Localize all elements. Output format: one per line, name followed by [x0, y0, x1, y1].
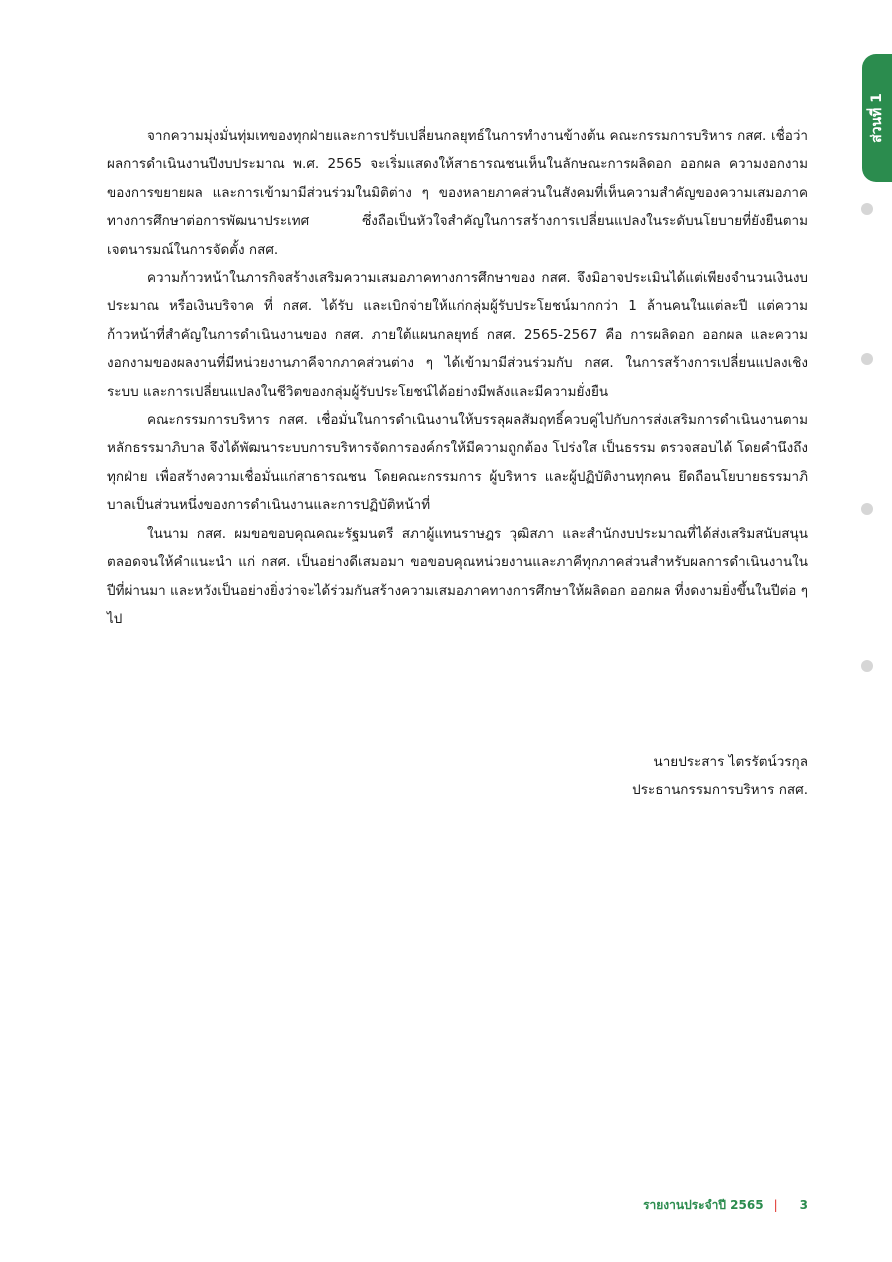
paragraph: ในนาม กสศ. ผมขอขอบคุณคณะรัฐมนตรี สภาผู้แทนราษฎร วุฒิสภา และสำนักงบประมาณที่ได้ส่งเสริมสนับสนุน ตลอดจนให้คำแนะนำ แก่ กสศ. เป็นอย่างดีเสมอมา ขอขอบคุณหน่วยงานและภาคีทุกภาคส่วนสำหรับผลการดำเนินงานในปีที่ผ่านมา และหวังเป็นอย่างยิ่งว่าจะได้ร่วมกันสร้างความเสมอภาคทางการศึกษาให้ผลิดอก ออกผล ที่งดงามยิ่งขึ้นในปีต่อ ๆ ไป	[107, 525, 808, 627]
nav-dot[interactable]	[861, 503, 873, 515]
footer-separator: |	[773, 1198, 778, 1212]
paragraph: คณะกรรมการบริหาร กสศ. เชื่อมั่นในการดำเนินงานให้บรรลุผลสัมฤทธิ์ควบคู่ไปกับการส่งเสริมการดำเนินงานตามหลักธรรมาภิบาล จึงได้พัฒนาระบบการบริหารจัดการองค์กรให้มีความถูกต้อง โปร่งใส เป็นธรรม ตรวจสอบได้ โดยคำนึงถึงทุกฝ่าย เพื่อสร้างความเชื่อมั่นแก่สาธารณชน โดยคณะกรรมการ ผู้บริหาร และผู้ปฏิบัติงานทุกคน ยึดถือนโยบายธรรมาภิบาลเป็นส่วนหนึ่งของการดำเนินงานและการปฏิบัติหน้าที่	[107, 412, 808, 514]
page-footer	[643, 1196, 808, 1215]
signatory-name: นายประสาร ไตรรัตน์วรกุล	[653, 754, 808, 770]
report-label: รายงานประจำปี 2565	[643, 1198, 764, 1212]
nav-dot[interactable]	[861, 203, 873, 215]
paragraph: ความก้าวหน้าในภารกิจสร้างเสริมความเสมอภาคทางการศึกษาของ กสศ. จึงมิอาจประเมินได้แต่เพียงจำนวนเงินงบประมาณ หรือเงินบริจาค ที่ กสศ. ได้รับ และเบิกจ่ายให้แก่กลุ่มผู้รับประโยชน์มากกว่า 1 ล้านคนในแต่ละปี แต่ความก้าวหน้าที่สำคัญในการดำเนินงานของ กสศ. ภายใต้แผนกลยุทธ์ กสศ. 2565-2567 คือ การผลิดอก ออกผล และความงอกงามของผลงานที่มีหน่วยงานภาคีจากภาคส่วนต่าง ๆ ได้เข้ามามีส่วนร่วมกับ กสศ. ในการสร้างการเปลี่ยนแปลงเชิงระบบ และการเปลี่ยนแปลงในชีวิตของกลุ่มผู้รับประโยชน์ได้อย่างมีพลังและมีความยั่งยืน	[107, 270, 808, 400]
nav-dot[interactable]	[861, 353, 873, 365]
signatory-title: ประธานกรรมการบริหาร กสศ.	[632, 782, 808, 798]
section-tab[interactable]	[862, 54, 892, 182]
body-text	[107, 122, 808, 633]
signature-block	[632, 748, 808, 804]
section-tab-label: ส่วนที่ 1	[869, 93, 885, 143]
nav-dot[interactable]	[861, 660, 873, 672]
paragraph: จากความมุ่งมั่นทุ่มเทของทุกฝ่ายและการปรับเปลี่ยนกลยุทธ์ในการทำงานข้างต้น คณะกรรมการบริหาร กสศ. เชื่อว่าผลการดำเนินงานปีงบประมาณ พ.ศ. 2565 จะเริ่มแสดงให้สาธารณชนเห็นในลักษณะการผลิดอก ออกผล ความงอกงามของการขยายผล และการเข้ามามีส่วนร่วมในมิติต่าง ๆ ของหลายภาคส่วนในสังคมที่เห็นความสำคัญของความเสมอภาคทางการศึกษาต่อการพัฒนาประเทศ ซึ่งถือเป็นหัวใจสำคัญในการสร้างการเปลี่ยนแปลงในระดับนโยบายที่ยังยืนตามเจตนารมณ์ในการจัดตั้ง กสศ.	[107, 128, 808, 258]
page-number: 3	[799, 1198, 808, 1212]
